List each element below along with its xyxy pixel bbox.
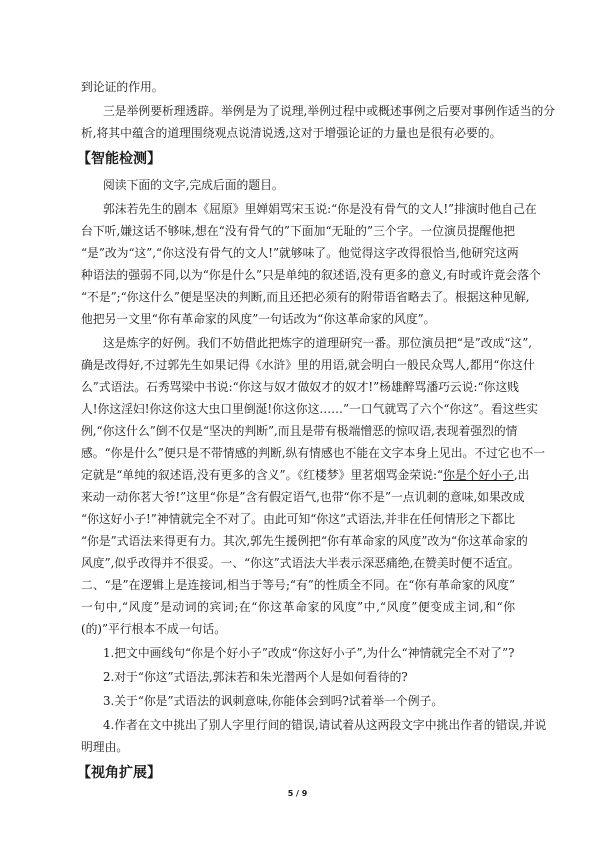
- intro-line-1: 到论证的作用。: [81, 80, 164, 94]
- passage-line: 一句中,“风度”是动词的宾词;在“你这革命家的风度”中,“风度”便变成主词,和“你: [81, 600, 515, 614]
- question-3: 3.关于“你是”式语法的讽刺意味,你能体会到吗?试着举一个例子。: [103, 694, 444, 708]
- passage-line: (的)”平行根本不成一句话。: [81, 622, 227, 636]
- passage-line: “是”改为“这”,“你这没有骨气的文人!”就够味了。他觉得这字改得很恰当,他研究这两: [81, 246, 519, 260]
- passage-line: 确是改得好,不过郭先生如果记得《水浒》里的用语,就会明白一般民众骂人,都用“你这什: [81, 358, 535, 372]
- passage-line: 例,“你这什么”倒不仅是“坚决的判断”,而且是带有极端憎恶的惊叹语,表现着强烈的情: [81, 424, 518, 438]
- passage-lead: 阅读下面的文字,完成后面的题目。: [103, 178, 284, 192]
- question-4-continued: 明理由。: [81, 740, 129, 754]
- intro-line-3: 析,将其中蕴含的道理围绕观点说清说透,这对于增强论证的力量也是很有必要的。: [81, 126, 502, 140]
- passage-line: 台下听,嫌这话不够味,想在“没有骨气的”下面加“无耻的”三个字。一位演员提醒他把: [81, 224, 515, 238]
- passage-line: 二、“是”在逻辑上是连接词,相当于等号;“有”的性质全不同。在“你有革命家的风度”: [81, 578, 515, 592]
- passage-line: “不是”;“你这什么”便是坚决的判断,而且还把必须有的附带语省略去了。根据这种见解,: [81, 290, 530, 304]
- passage-line: 人!你这淫妇!你这你这大虫口里倒涎!你这你这……”一口气就骂了六个“你这”。看这些实: [81, 402, 539, 416]
- passage-text: ,出: [513, 468, 530, 482]
- passage-line: 郭沫若先生的剧本《屈原》里婵娟骂宋玉说:“你是没有骨气的文人!”排演时他自己在: [103, 202, 537, 216]
- passage-line: “你是”式语法来得更有力。其次,郭先生援例把“你有革命家的风度”改为“你这革命家的: [81, 534, 528, 548]
- question-2: 2.对于“你这”式语法,郭沫若和朱光潜两个人是如何看待的?: [103, 670, 408, 684]
- passage-line: 种语法的强弱不同,以为“你是什么”只是单纯的叙述语,没有更多的意义,有时或许竟会落个: [81, 268, 541, 282]
- passage-line: 他把另一文里“你有革命家的风度”一句话改为“你这革命家的风度”。: [81, 312, 436, 326]
- passage-line: 风度”,似乎改得并不很妥。一、“你这”式语法大半表示深恶痛绝,在赞美时便不适宜。: [81, 556, 520, 570]
- intro-line-2: 三是举例要析理透辟。举例是为了说理,举例过程中或概述事例之后要对事例作适当的分: [103, 104, 556, 118]
- passage-line: “你这好小子!”神情就完全不对了。由此可知“你这”式语法,并非在任何情形之下都比: [81, 512, 515, 526]
- question-4: 4.作者在文中挑出了别人字里行间的错误,请试着从这两段文字中挑出作者的错误,并说: [103, 718, 547, 732]
- passage-line-with-underline: [81, 468, 530, 482]
- passage-line: 感。“你是什么”便只是不带情感的判断,纵有情感也不能在文字本身上见出。不过它也不一: [81, 446, 546, 460]
- passage-text: 定就是“单纯的叙述语,没有更多的含义”。《红楼梦》里茗烟骂金荣说:“: [81, 468, 444, 482]
- section-heading-expand: 【视角扩展】: [77, 765, 161, 781]
- passage-line: 这是炼字的好例。我们不妨借此把炼字的道理研究一番。那位演员把“是”改成“这”,: [103, 336, 532, 350]
- section-heading-check: 【智能检测】: [77, 151, 161, 167]
- underlined-sentence: 你是个好小子: [443, 468, 514, 482]
- passage-line: 来动一动你茗大爷!”这里“你是”含有假定语气,也带“你不是”一点讥刺的意味,如果改成: [81, 490, 525, 504]
- passage-line: 么”式语法。石秀骂梁中书说:“你这与奴才做奴才的奴才!”杨雄醉骂潘巧云说:“你这贱: [81, 380, 519, 394]
- page-number: 5 / 9: [287, 789, 308, 798]
- question-1: 1.把文中画线句“你是个好小子”改成“你这好小子”,为什么“神情就完全不对了”?: [103, 646, 515, 660]
